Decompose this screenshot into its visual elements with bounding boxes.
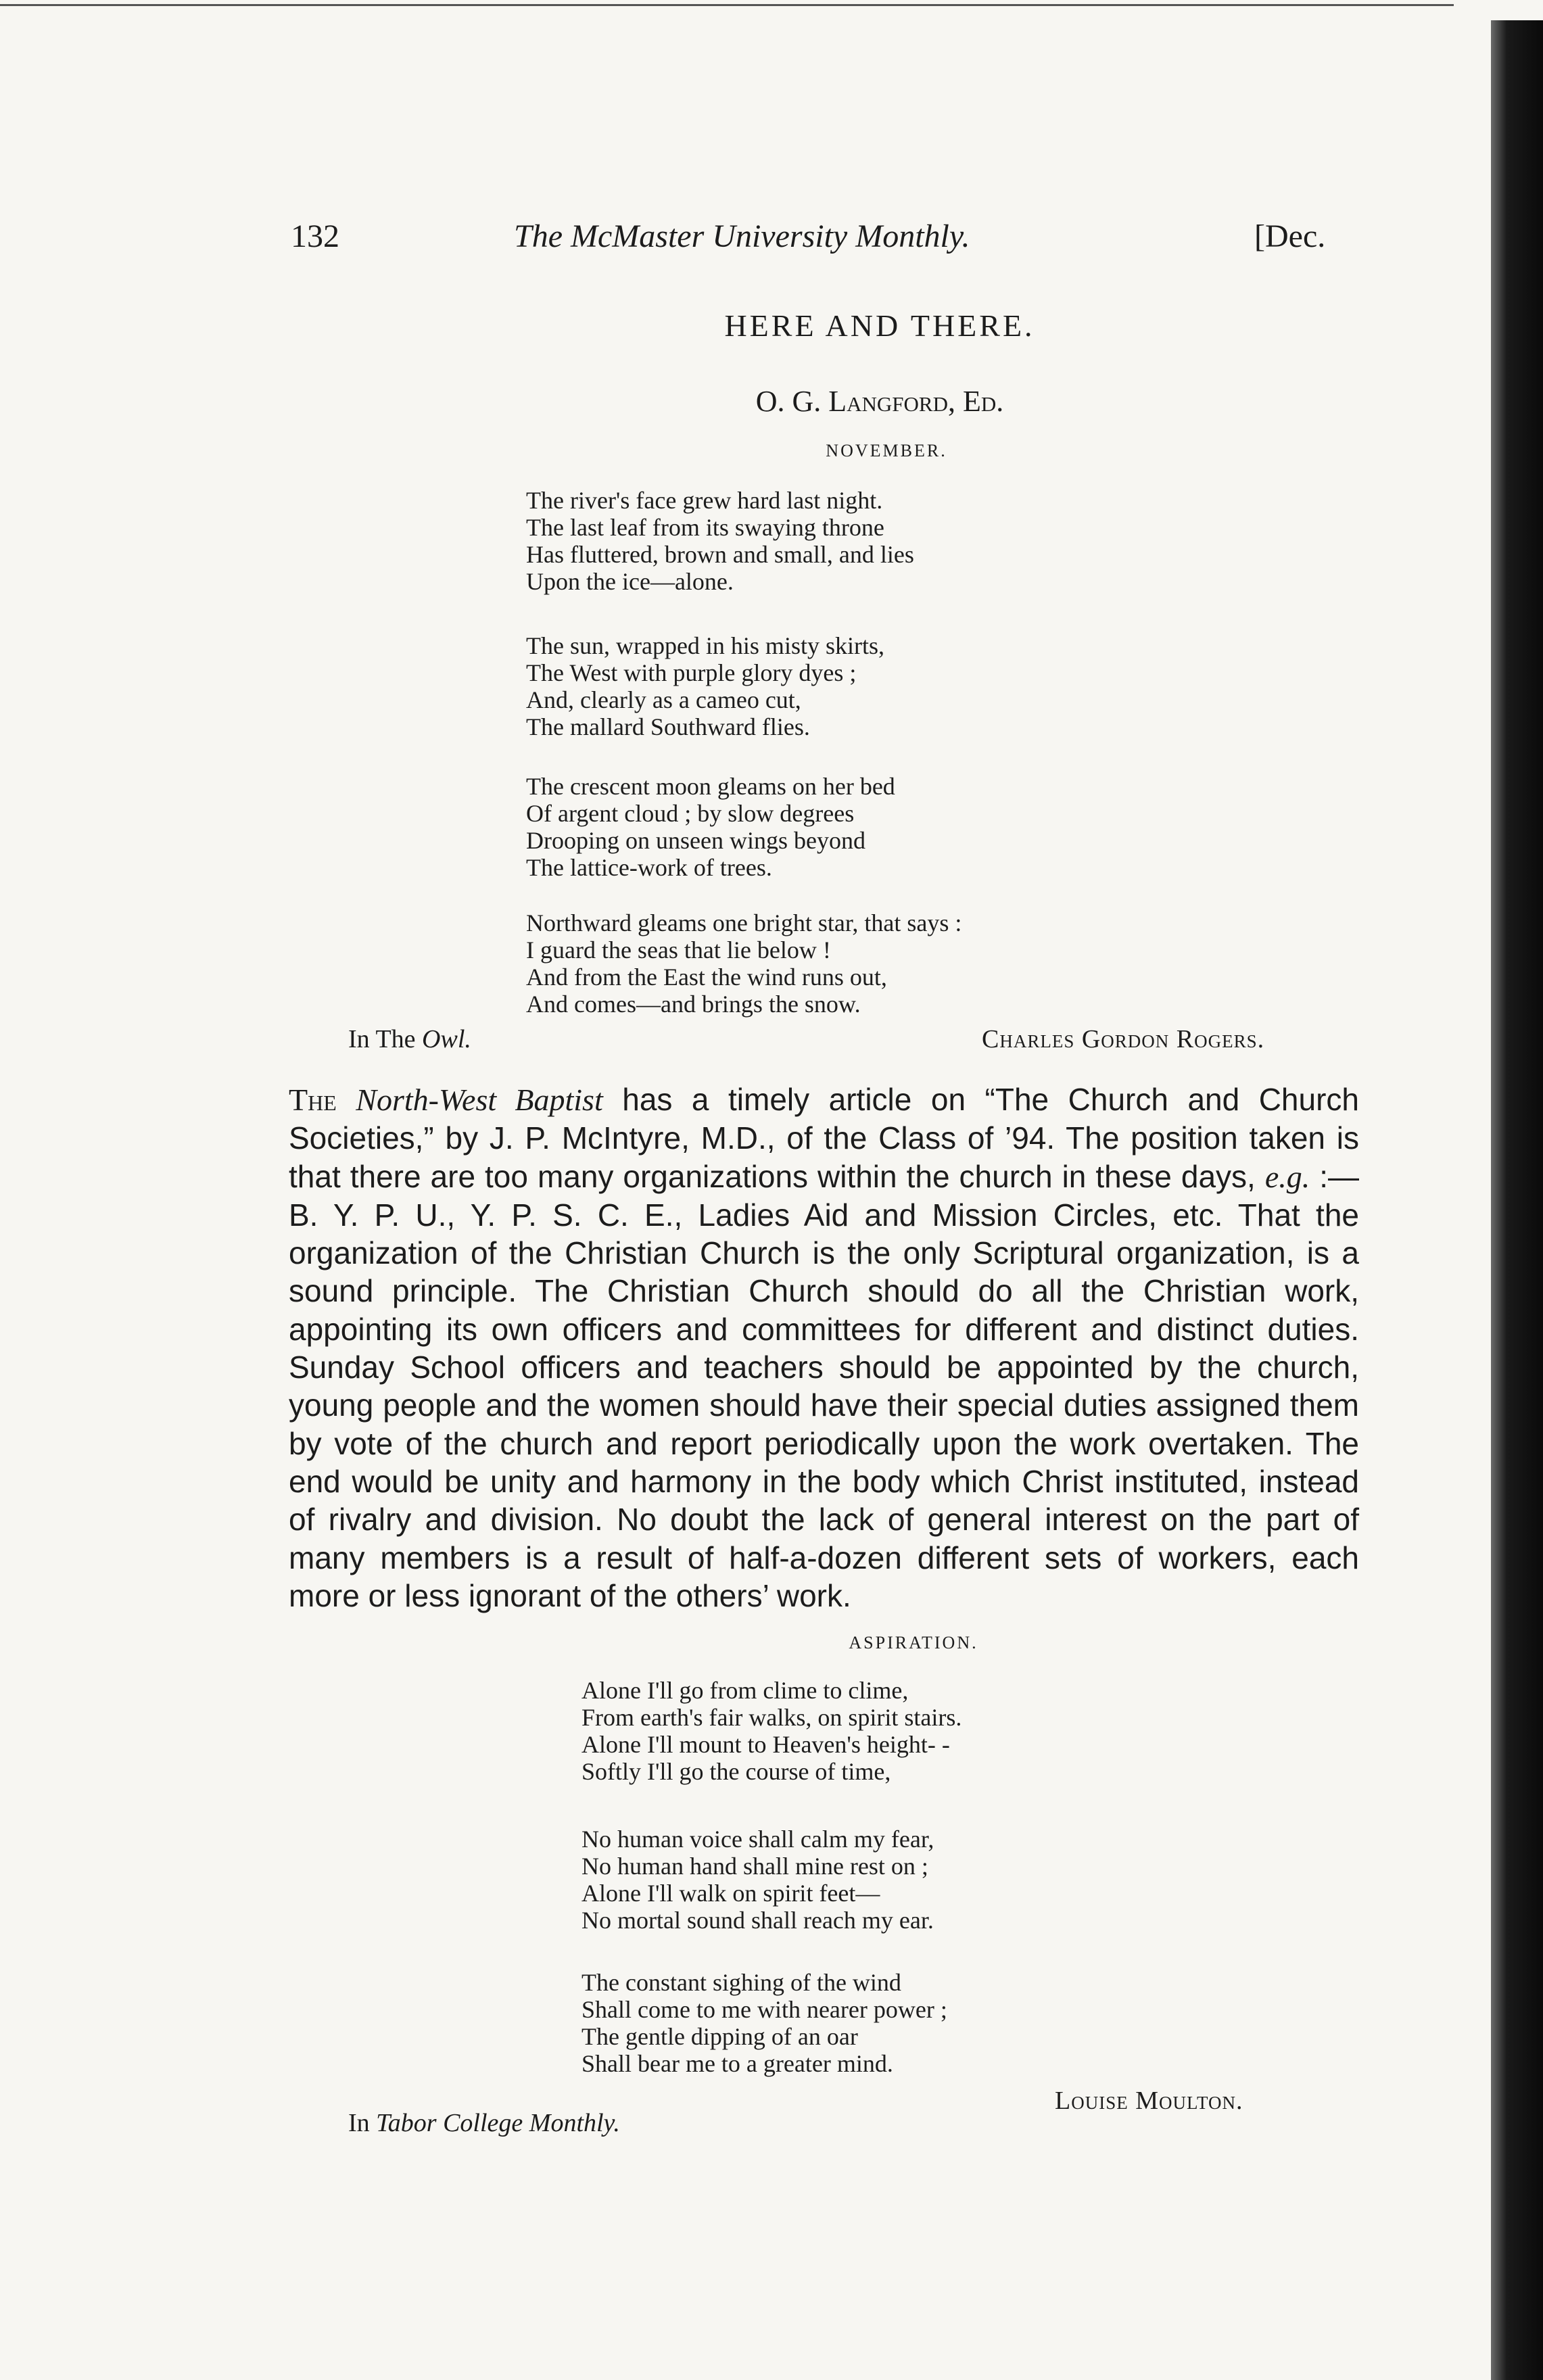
november-stanza-4 [526, 909, 962, 1018]
poem-line: Alone I'll mount to Heaven's height- - [581, 1731, 950, 1758]
article-paragraph [289, 1080, 1359, 1615]
poem-line: From earth's fair walks, on spirit stairs. [581, 1704, 962, 1731]
poem-line: No human hand shall mine rest on ; [581, 1853, 928, 1880]
section-editor: O. G. Langford, Ed. [755, 385, 1004, 418]
binding-edge [1491, 20, 1543, 2380]
poem-line: No human voice shall calm my fear, [581, 1826, 934, 1853]
article-text-1: has a timely article on “The Church and Church Societies,” by J. P. McIntyre, M.D., of the Class of ’94. The position taken is that there are too many organizations within the church in these days, [289, 1082, 1359, 1194]
poem-line: Of argent cloud ; by slow degrees [526, 800, 855, 827]
poem-line: Drooping on unseen wings beyond [526, 827, 865, 854]
november-stanza-2 [526, 632, 884, 740]
aspiration-stanza-2 [581, 1826, 934, 1934]
article-eg: e.g. [1264, 1159, 1310, 1194]
poem-line: Alone I'll go from clime to clime, [581, 1677, 909, 1704]
poem-line: Northward gleams one bright star, that says : [526, 909, 962, 936]
poem-line: Upon the ice—alone. [526, 568, 734, 595]
poem-line: The river's face grew hard last night. [526, 487, 883, 514]
running-header [0, 218, 1543, 272]
top-rule [0, 4, 1454, 6]
aspiration-stanza-3 [581, 1969, 947, 2077]
article-text-2: :—B. Y. P. U., Y. P. S. C. E., Ladies Aid and Mission Circles, etc. That the organization of the Christian Church is the only Scriptural organization, is a sound principle. The Christian Church should do all the Christian work, appointing its own officers and committees for different and distinct duties. Sunday School officers and teachers should be appointed by the church, young people and the women should have their special duties assigned them by vote of the church and report periodically upon the work overtaken. The end would be unity and harmony in the body which Christ instituted, instead of rivalry and division. No doubt the lack of general interest on the part of many members is a result of half-a-dozen different sets of workers, each more or less ignorant of the others’ work. [289, 1158, 1359, 1613]
november-stanza-3 [526, 773, 895, 881]
poem-line: The constant sighing of the wind [581, 1969, 901, 1996]
poem-line: And, clearly as a cameo cut, [526, 686, 801, 713]
poem-line: The mallard Southward flies. [526, 713, 810, 740]
poem-line: Alone I'll walk on spirit feet— [581, 1880, 880, 1907]
poem-line: The lattice-work of trees. [526, 854, 772, 881]
newspaper-name: North-West Baptist [356, 1082, 603, 1117]
poem-line: Shall bear me to a greater mind. [581, 2050, 893, 2077]
poem-line: Has fluttered, brown and small, and lies [526, 541, 914, 568]
november-author: Charles Gordon Rogers. [982, 1025, 1265, 1053]
aspiration-source: In Tabor College Monthly. [348, 2109, 620, 2137]
section-title: HERE AND THERE. [724, 308, 1035, 343]
november-source: In The Owl. [348, 1025, 471, 1053]
poem-line: The gentle dipping of an oar [581, 2023, 858, 2050]
journal-title: The McMaster University Monthly. [514, 218, 970, 254]
poem-line: And comes—and brings the snow. [526, 991, 861, 1018]
november-stanza-1 [526, 487, 914, 595]
poem-line: No mortal sound shall reach my ear. [581, 1907, 934, 1934]
issue-month: [Dec. [1254, 218, 1326, 254]
poem-line: And from the East the wind runs out, [526, 963, 887, 991]
lead-word: The [289, 1082, 337, 1117]
poem-line: I guard the seas that lie below ! [526, 936, 831, 963]
poem-line: The sun, wrapped in his misty skirts, [526, 632, 884, 659]
page-number: 132 [291, 218, 339, 254]
poem-line: The crescent moon gleams on her bed [526, 773, 895, 800]
aspiration-author: Louise Moulton. [1055, 2087, 1243, 2115]
poem-line: The last leaf from its swaying throne [526, 514, 884, 541]
poem-line: The West with purple glory dyes ; [526, 659, 857, 686]
poem-line: Shall come to me with nearer power ; [581, 1996, 947, 2023]
poem-title-aspiration: ASPIRATION. [849, 1633, 978, 1652]
aspiration-stanza-1 [581, 1677, 962, 1785]
poem-line: Softly I'll go the course of time, [581, 1758, 891, 1785]
poem-title-november: NOVEMBER. [826, 441, 947, 460]
